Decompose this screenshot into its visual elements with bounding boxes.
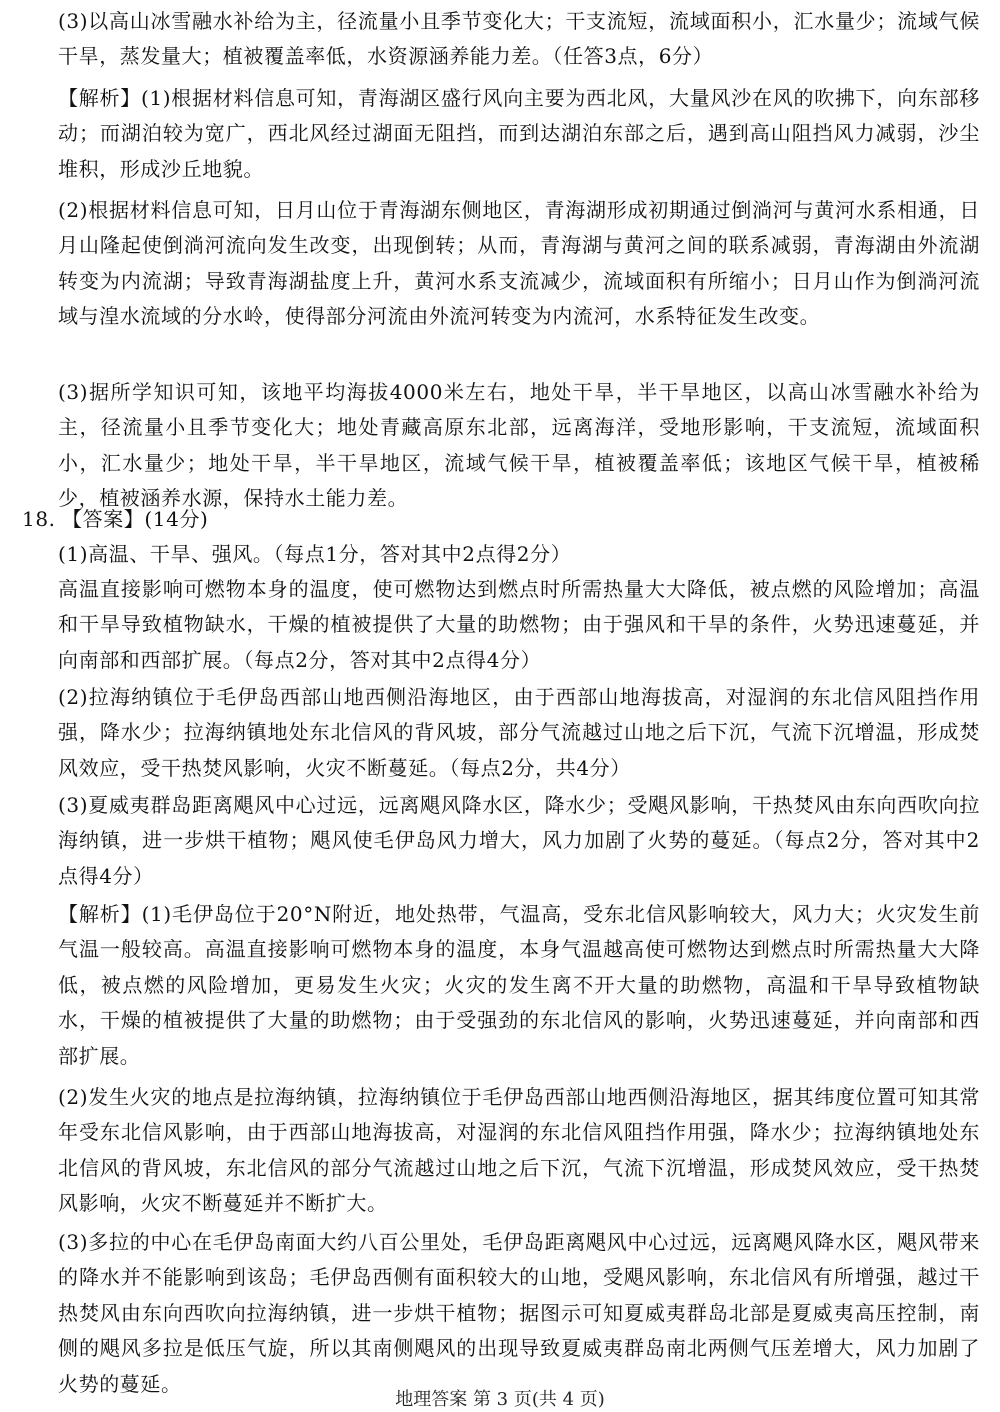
- q18-analysis-1: 【解析】(1)毛伊岛位于20°N附近，地处热带，气温高，受东北信风影响较大，风力大；火灾发生前气温一般较高。高温直接影响可燃物本身的温度，本身气温越高使可燃物达到燃点时所需热量大大降低，被点燃的风险增加，更易发生火灾；火灾的发生离不开大量的助燃物，高温和干旱导致植物缺水，干燥的植被提供了大量的助燃物；由于受强劲的东北信风的影响，火势迅速蔓延，并向南部和西部扩展。: [58, 902, 980, 1068]
- q18-answer-3: (3)夏威夷群岛距离飓风中心过远，远离飓风降水区，降水少；受飓风影响，干热焚风由东向西吹向拉海纳镇，进一步烘干植物；飓风使毛伊岛风力增大，风力加剧了火势的蔓延。（每点2分，答对其中2点得4分）: [58, 793, 980, 888]
- q17-analysis-3: (3)据所学知识可知，该地平均海拔4000米左右，地处干旱，半干旱地区，以高山冰雪融水补给为主，径流量小且季节变化大；地处青藏高原东北部，远离海洋，受地形影响，干支流短，流域面积小，汇水量少；地处干旱，半干旱地区，流域气候干旱，植被覆盖率低；该地区气候干旱，植被稀少，植被涵养水源，保持水土能力差。: [58, 380, 980, 511]
- q17-analysis-1: 【解析】(1)根据材料信息可知，青海湖区盛行风向主要为西北风，大量风沙在风的吹拂下，向东部移动；而湖泊较为宽广，西北风经过湖面无阻挡，而到达湖泊东部之后，遇到高山阻挡风力减弱，沙尘堆积，形成沙丘地貌。: [58, 86, 980, 181]
- q17-analysis-2: (2)根据材料信息可知，日月山位于青海湖东侧地区，青海湖形成初期通过倒淌河与黄河水系相通，日月山隆起使倒淌河流向发生改变，出现倒转；从而，青海湖与黄河之间的联系减弱，青海湖由外流湖转变为内流湖；导致青海湖盐度上升，黄河水系支流减少，流域面积有所缩小；日月山作为倒淌河流域与湟水流域的分水岭，使得部分河流由外流河转变为内流河，水系特征发生改变。: [58, 198, 980, 329]
- q18-analysis-2: (2)发生火灾的地点是拉海纳镇，拉海纳镇位于毛伊岛西部山地西侧沿海地区，据其纬度位置可知其常年受东北信风影响，由于西部山地海拔高，对湿润的东北信风阻挡作用强，降水少；拉海纳镇地处东北信风的背风坡，东北信风的部分气流越过山地之后下沉，气流下沉增温，形成焚风效应，受干热焚风影响，火灾不断蔓延并不断扩大。: [58, 1085, 980, 1216]
- question-number: 18.: [22, 507, 56, 531]
- q18-answer-1-body: 高温直接影响可燃物本身的温度，使可燃物达到燃点时所需热量大大降低，被点燃的风险增加；高温和干旱导致植物缺水，干燥的植被提供了大量的助燃物；由于强风和干旱的条件，火势迅速蔓延，并向南部和西部扩展。（每点2分，答对其中2点得4分）: [58, 577, 980, 672]
- q17-answer-3: (3)以高山冰雪融水补给为主，径流量小且季节变化大；干支流短，流域面积小，汇水量少；流域气候干旱，蒸发量大；植被覆盖率低，水资源涵养能力差。（任答3点，6分）: [58, 9, 980, 69]
- q18-answer-1-line: (1)高温、干旱、强风。（每点1分，答对其中2点得2分）: [58, 542, 572, 566]
- q18-answer-2: (2)拉海纳镇位于毛伊岛西部山地西侧沿海地区，由于西部山地海拔高，对湿润的东北信风阻挡作用强，降水少；拉海纳镇地处东北信风的背风坡，部分气流越过山地之后下沉，气流下沉增温，形成焚风效应，受干热焚风影响，火灾不断蔓延。（每点2分，共4分）: [58, 685, 980, 780]
- q18-answer-header: 【答案】(14分): [62, 507, 209, 531]
- page-footer: 地理答案 第 3 页(共 4 页): [395, 1389, 605, 1410]
- q18-analysis-3: (3)多拉的中心在毛伊岛南面大约八百公里处，毛伊岛距离飓风中心过远，远离飓风降水区，飓风带来的降水并不能影响到该岛；毛伊岛西侧有面积较大的山地，受飓风影响，东北信风有所增强，越过干热焚风由东向西吹向拉海纳镇，进一步烘干植物；据图示可知夏威夷群岛北部是夏威夷高压控制，南侧的飓风多拉是低压气旋，所以其南侧飓风的出现导致夏威夷群岛南北两侧气压差增大，风力加剧了火势的蔓延。: [58, 1230, 980, 1396]
